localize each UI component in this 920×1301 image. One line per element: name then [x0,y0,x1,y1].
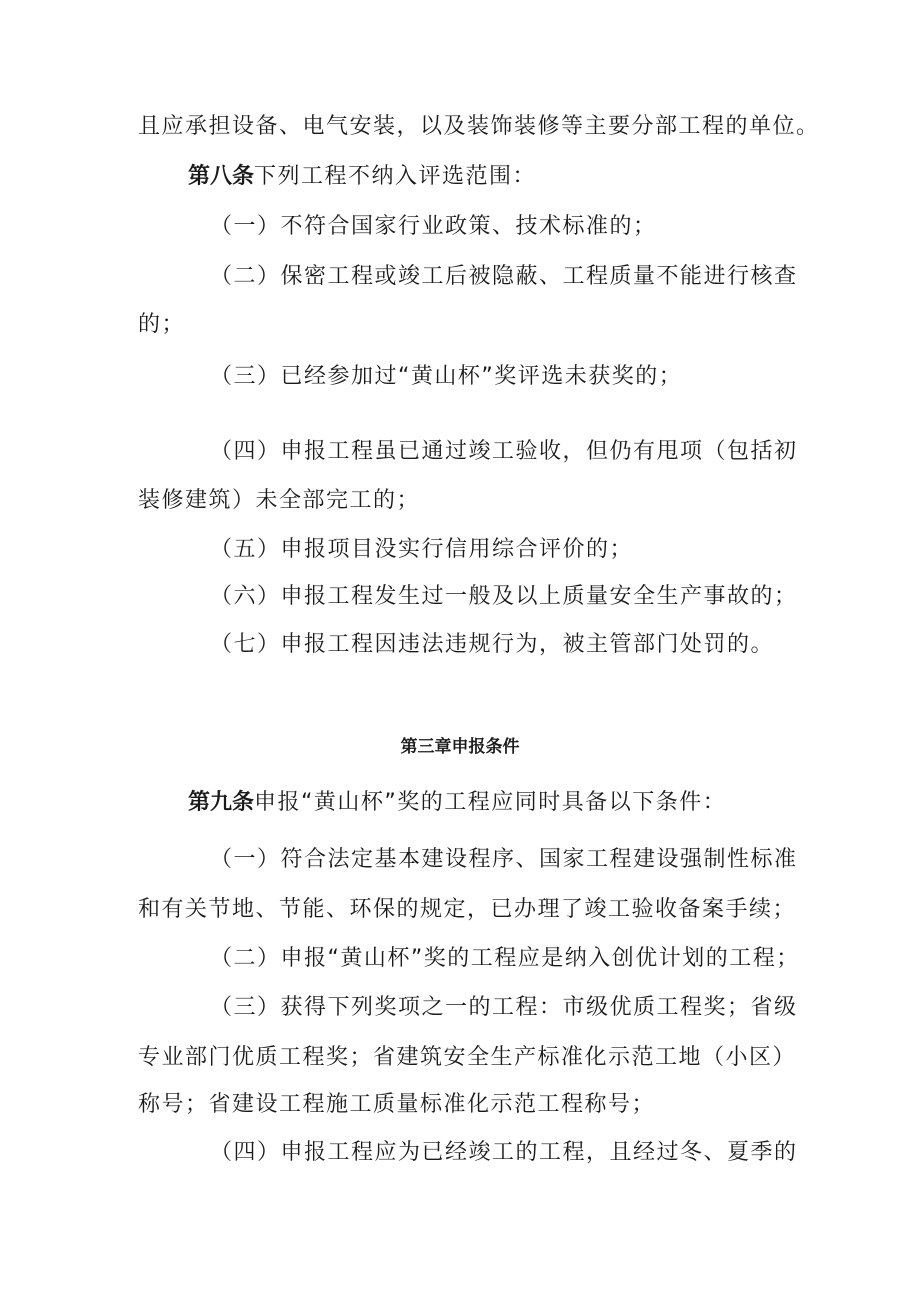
article-8-item-4-cont: 装修建筑）未全部完工的； [138,488,421,513]
article-8-item-3: （三）已经参加过“黄山杯”奖评选未获奖的； [210,364,683,389]
article-8 [188,162,536,192]
article-8-item-1: （一）不符合国家行业政策、技术标准的； [210,214,657,239]
article-9-item-2: （二）申报“黄山杯”奖的工程应是纳入创优计划的工程； [210,946,800,971]
article-9-item-3: （三）获得下列奖项之一的工程：市级优质工程奖；省级 [210,995,798,1020]
article-9-item-1-cont: 和有关节地、节能、环保的规定，已办理了竣工验收备案手续； [138,897,797,922]
article-9-text: 申报“黄山杯”奖的工程应同时具备以下条件： [254,790,727,815]
article-9-item-3-cont-2: 称号；省建设工程施工质量标准化示范工程称号； [138,1092,656,1117]
article-9 [188,788,726,818]
paragraph-line: 且应承担设备、电气安装，以及装饰装修等主要分部工程的单位。 [138,114,820,139]
article-9-item-1: （一）符合法定基本建设程序、国家工程建设强制性标准 [210,847,798,872]
article-8-text: 下列工程不纳入评选范围： [254,164,537,189]
article-8-item-7: （七）申报工程因违法违规行为，被主管部门处罚的。 [210,632,775,657]
article-8-item-2-cont: 的； [138,312,186,337]
article-8-label: 第八条 [188,164,255,189]
article-9-item-3-cont-1: 专业部门优质工程奖；省建筑安全生产标准化示范工地（小区） [138,1045,797,1070]
chapter-3-title: 第三章申报条件 [400,737,520,757]
article-8-item-4: （四）申报工程虽已通过竣工验收，但仍有甩项（包括初 [210,439,798,464]
article-8-item-5: （五）申报项目没实行信用综合评价的； [210,537,634,562]
article-9-label: 第九条 [188,790,255,815]
article-8-item-6: （六）申报工程发生过一般及以上质量安全生产事故的； [210,584,798,609]
article-8-item-2: （二）保密工程或竣工后被隐蔽、工程质量不能进行核查 [210,264,798,289]
article-9-item-4: （四）申报工程应为已经竣工的工程，且经过冬、夏季的 [210,1140,798,1165]
